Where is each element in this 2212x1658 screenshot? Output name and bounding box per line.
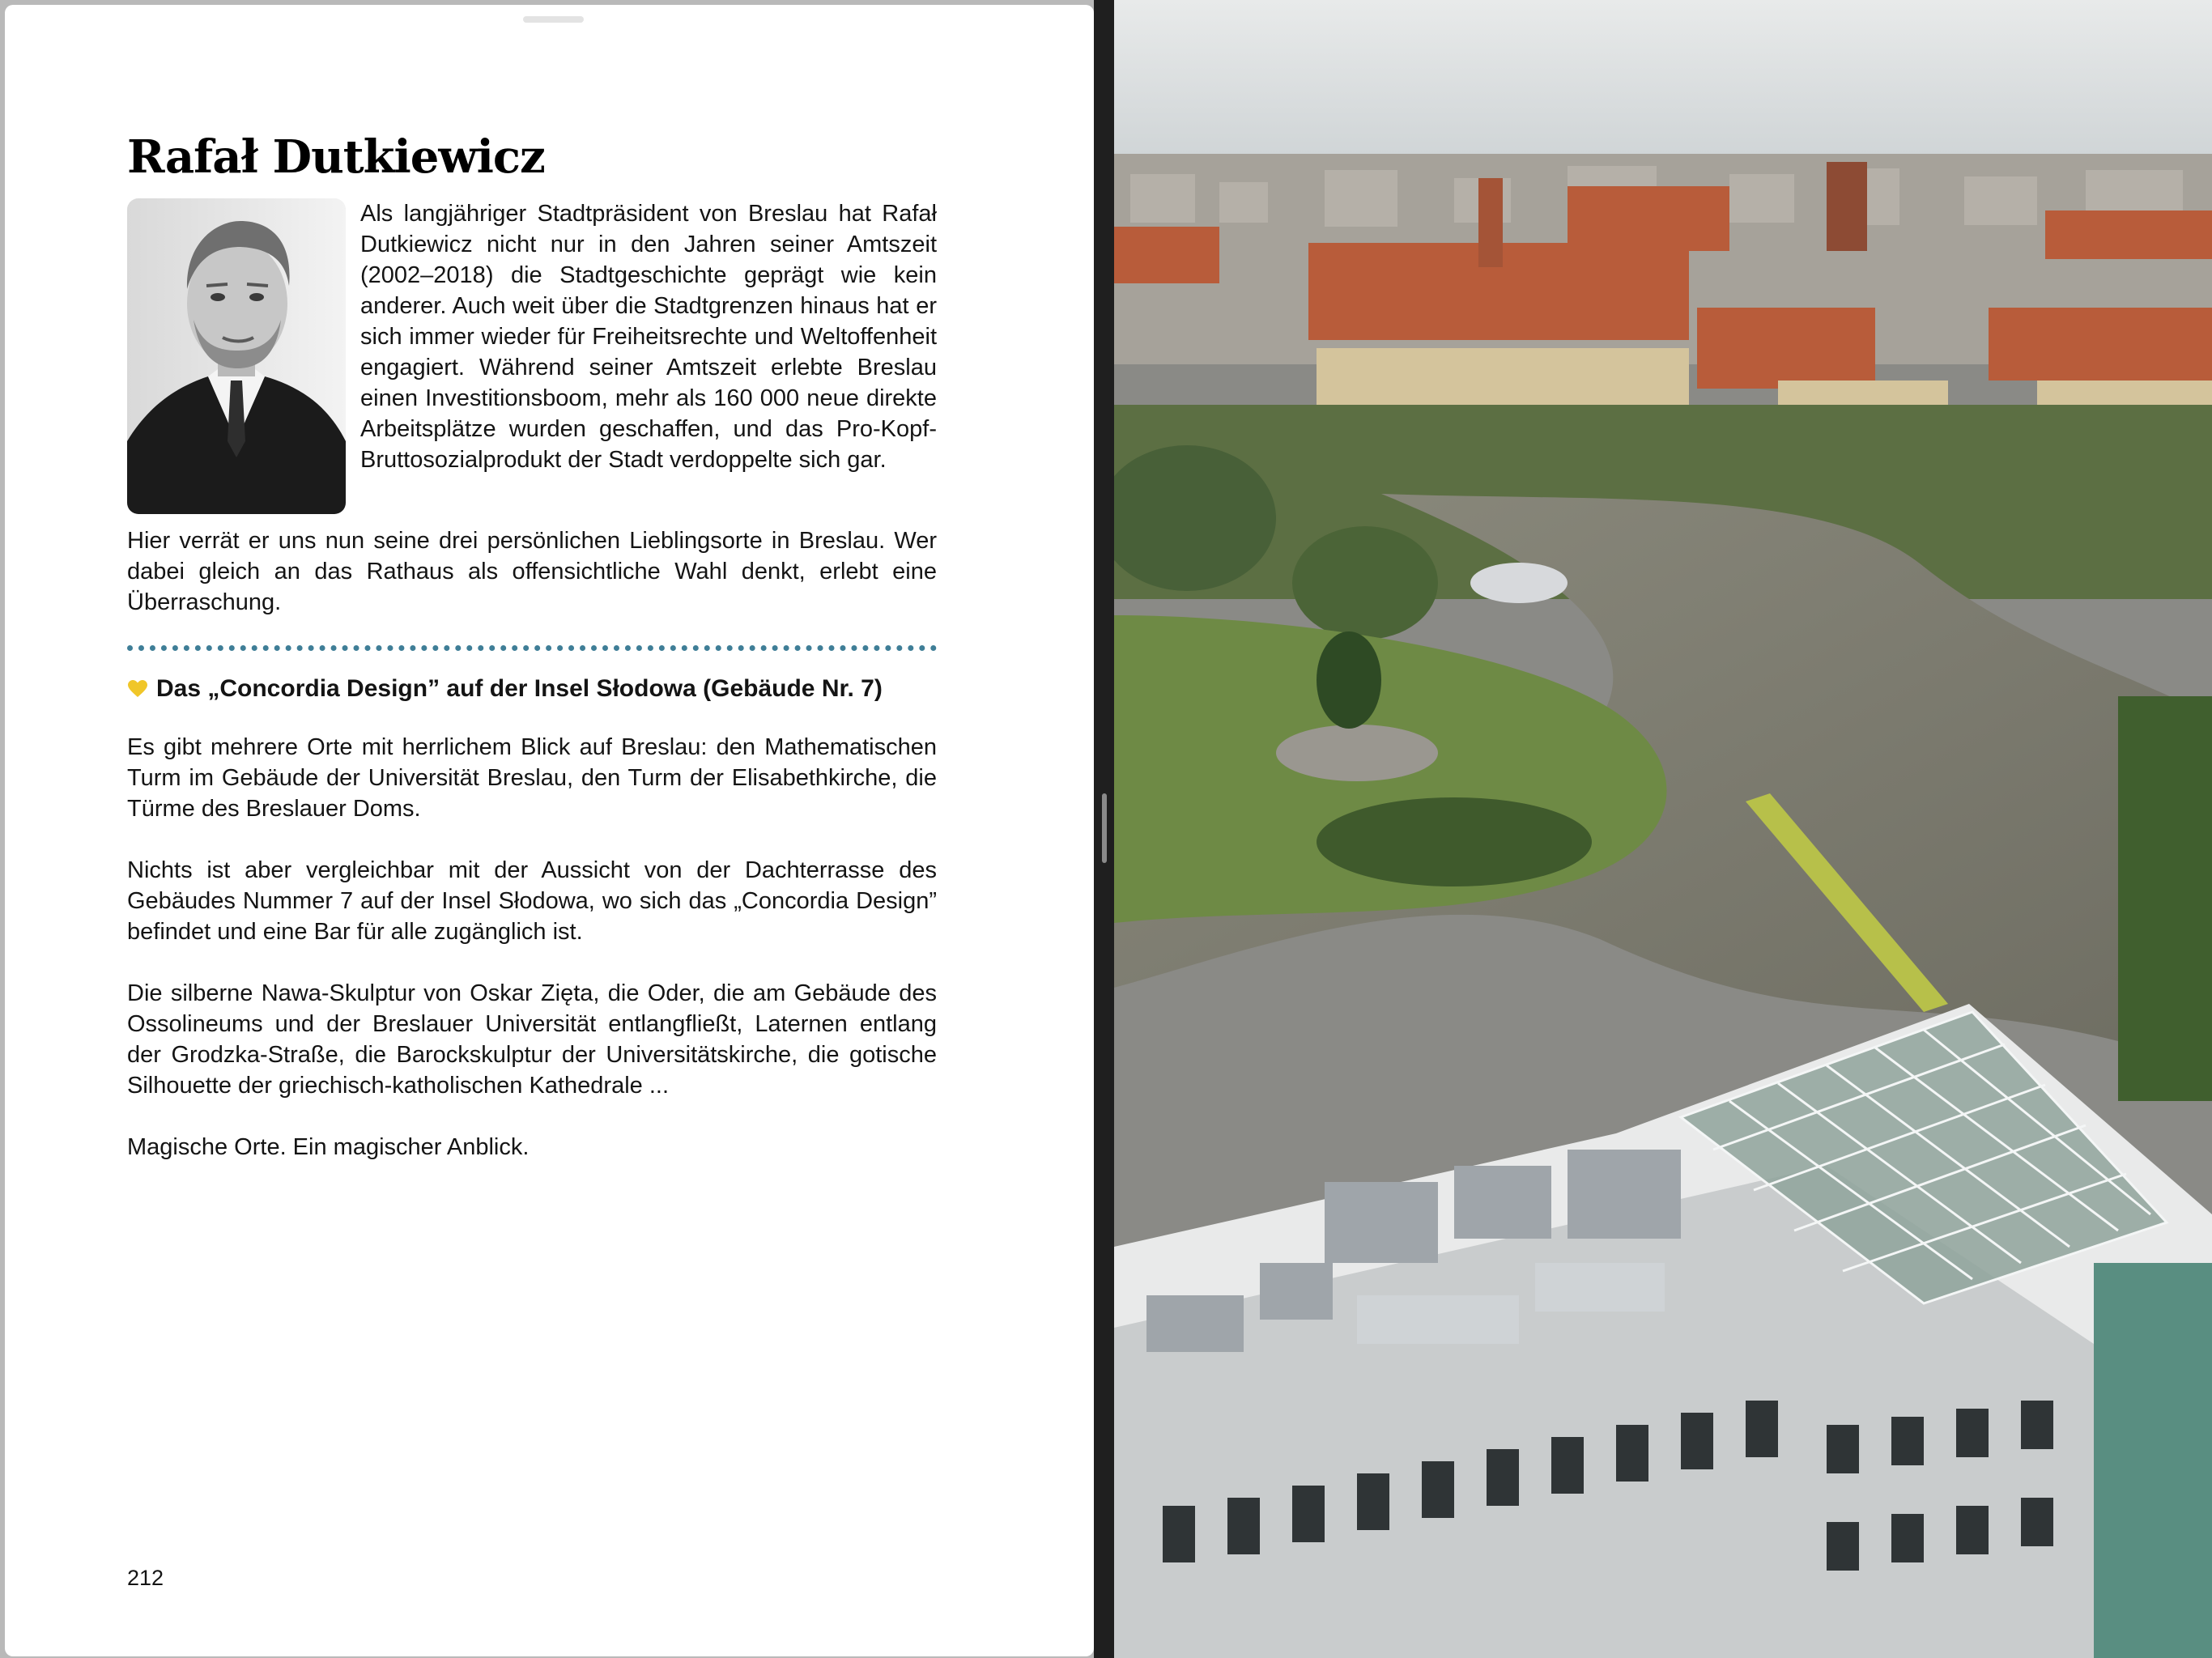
paragraph-favourite-places: Hier verrät er uns nun seine drei persönlichen Lieblingsorte in Breslau. Wer dabei gleich an das Rathaus als offensichtliche Wahl denkt, erlebt eine Überraschung. [127, 528, 937, 615]
page-number: 212 [127, 1566, 164, 1590]
heart-icon [127, 679, 148, 699]
intro-block [127, 198, 937, 524]
dotted-divider [127, 645, 937, 651]
author-portrait [127, 198, 346, 514]
section-paragraph-4: Magische Orte. Ein magischer Anblick. [127, 1134, 530, 1160]
article [127, 114, 937, 1163]
intro-paragraph: Als langjähriger Stadtpräsident von Breslau hat Rafał Dutkiewicz nicht nur in den Jahren seiner Amtszeit (2002–2018) die Stadtgeschichte geprägt wie kein anderer. Auch weit über die Stadtgrenzen hinaus hat er sich immer wieder für Freiheitsrechte und Weltoffenheit engagiert. Während seiner Amtszeit erlebte Breslau einen Investitionsboom, mehr als 160 000 neue direkte Arbeitsplätze wurden geschaffen, und das Pro-Kopf-Bruttosozialprodukt der Stadt verdoppelte sich gar. [360, 201, 937, 473]
section-heading [127, 675, 937, 703]
author-name: Rafał Dutkiewicz [127, 130, 545, 184]
split-view-handle[interactable] [1102, 793, 1107, 863]
aerial-photo-page [1114, 0, 2212, 1658]
book-page-left [5, 5, 1094, 1656]
multitasking-grabber[interactable] [523, 16, 584, 23]
section-paragraph-1: Es gibt mehrere Orte mit herrlichem Blick auf Breslau: den Mathematischen Turm im Gebäude der Universität Breslau, den Turm der Elisabethkirche, die Türme des Breslauer Doms. [127, 734, 937, 822]
section-paragraph-3: Die silberne Nawa-Skulptur von Oskar Zięta, die Oder, die am Gebäude des Ossolineums und der Breslauer Universität entlangfließt, Laternen entlang der Grodzka-Straße, die Barockskulptur der Universitätskirche, die gotische Silhouette der griechisch-katholischen Kathedrale ... [127, 980, 937, 1099]
section-paragraph-2: Nichts ist aber vergleichbar mit der Aussicht von der Dachterrasse des Gebäudes Nummer 7 auf der Insel Słodowa, wo sich das „Concordia Design” befindet und eine Bar für alle zugänglich ist. [127, 857, 937, 945]
aerial-city-photo [1114, 0, 2212, 1658]
section-heading-text: Das „Concordia Design” auf der Insel Słodowa (Gebäude Nr. 7) [156, 675, 883, 702]
